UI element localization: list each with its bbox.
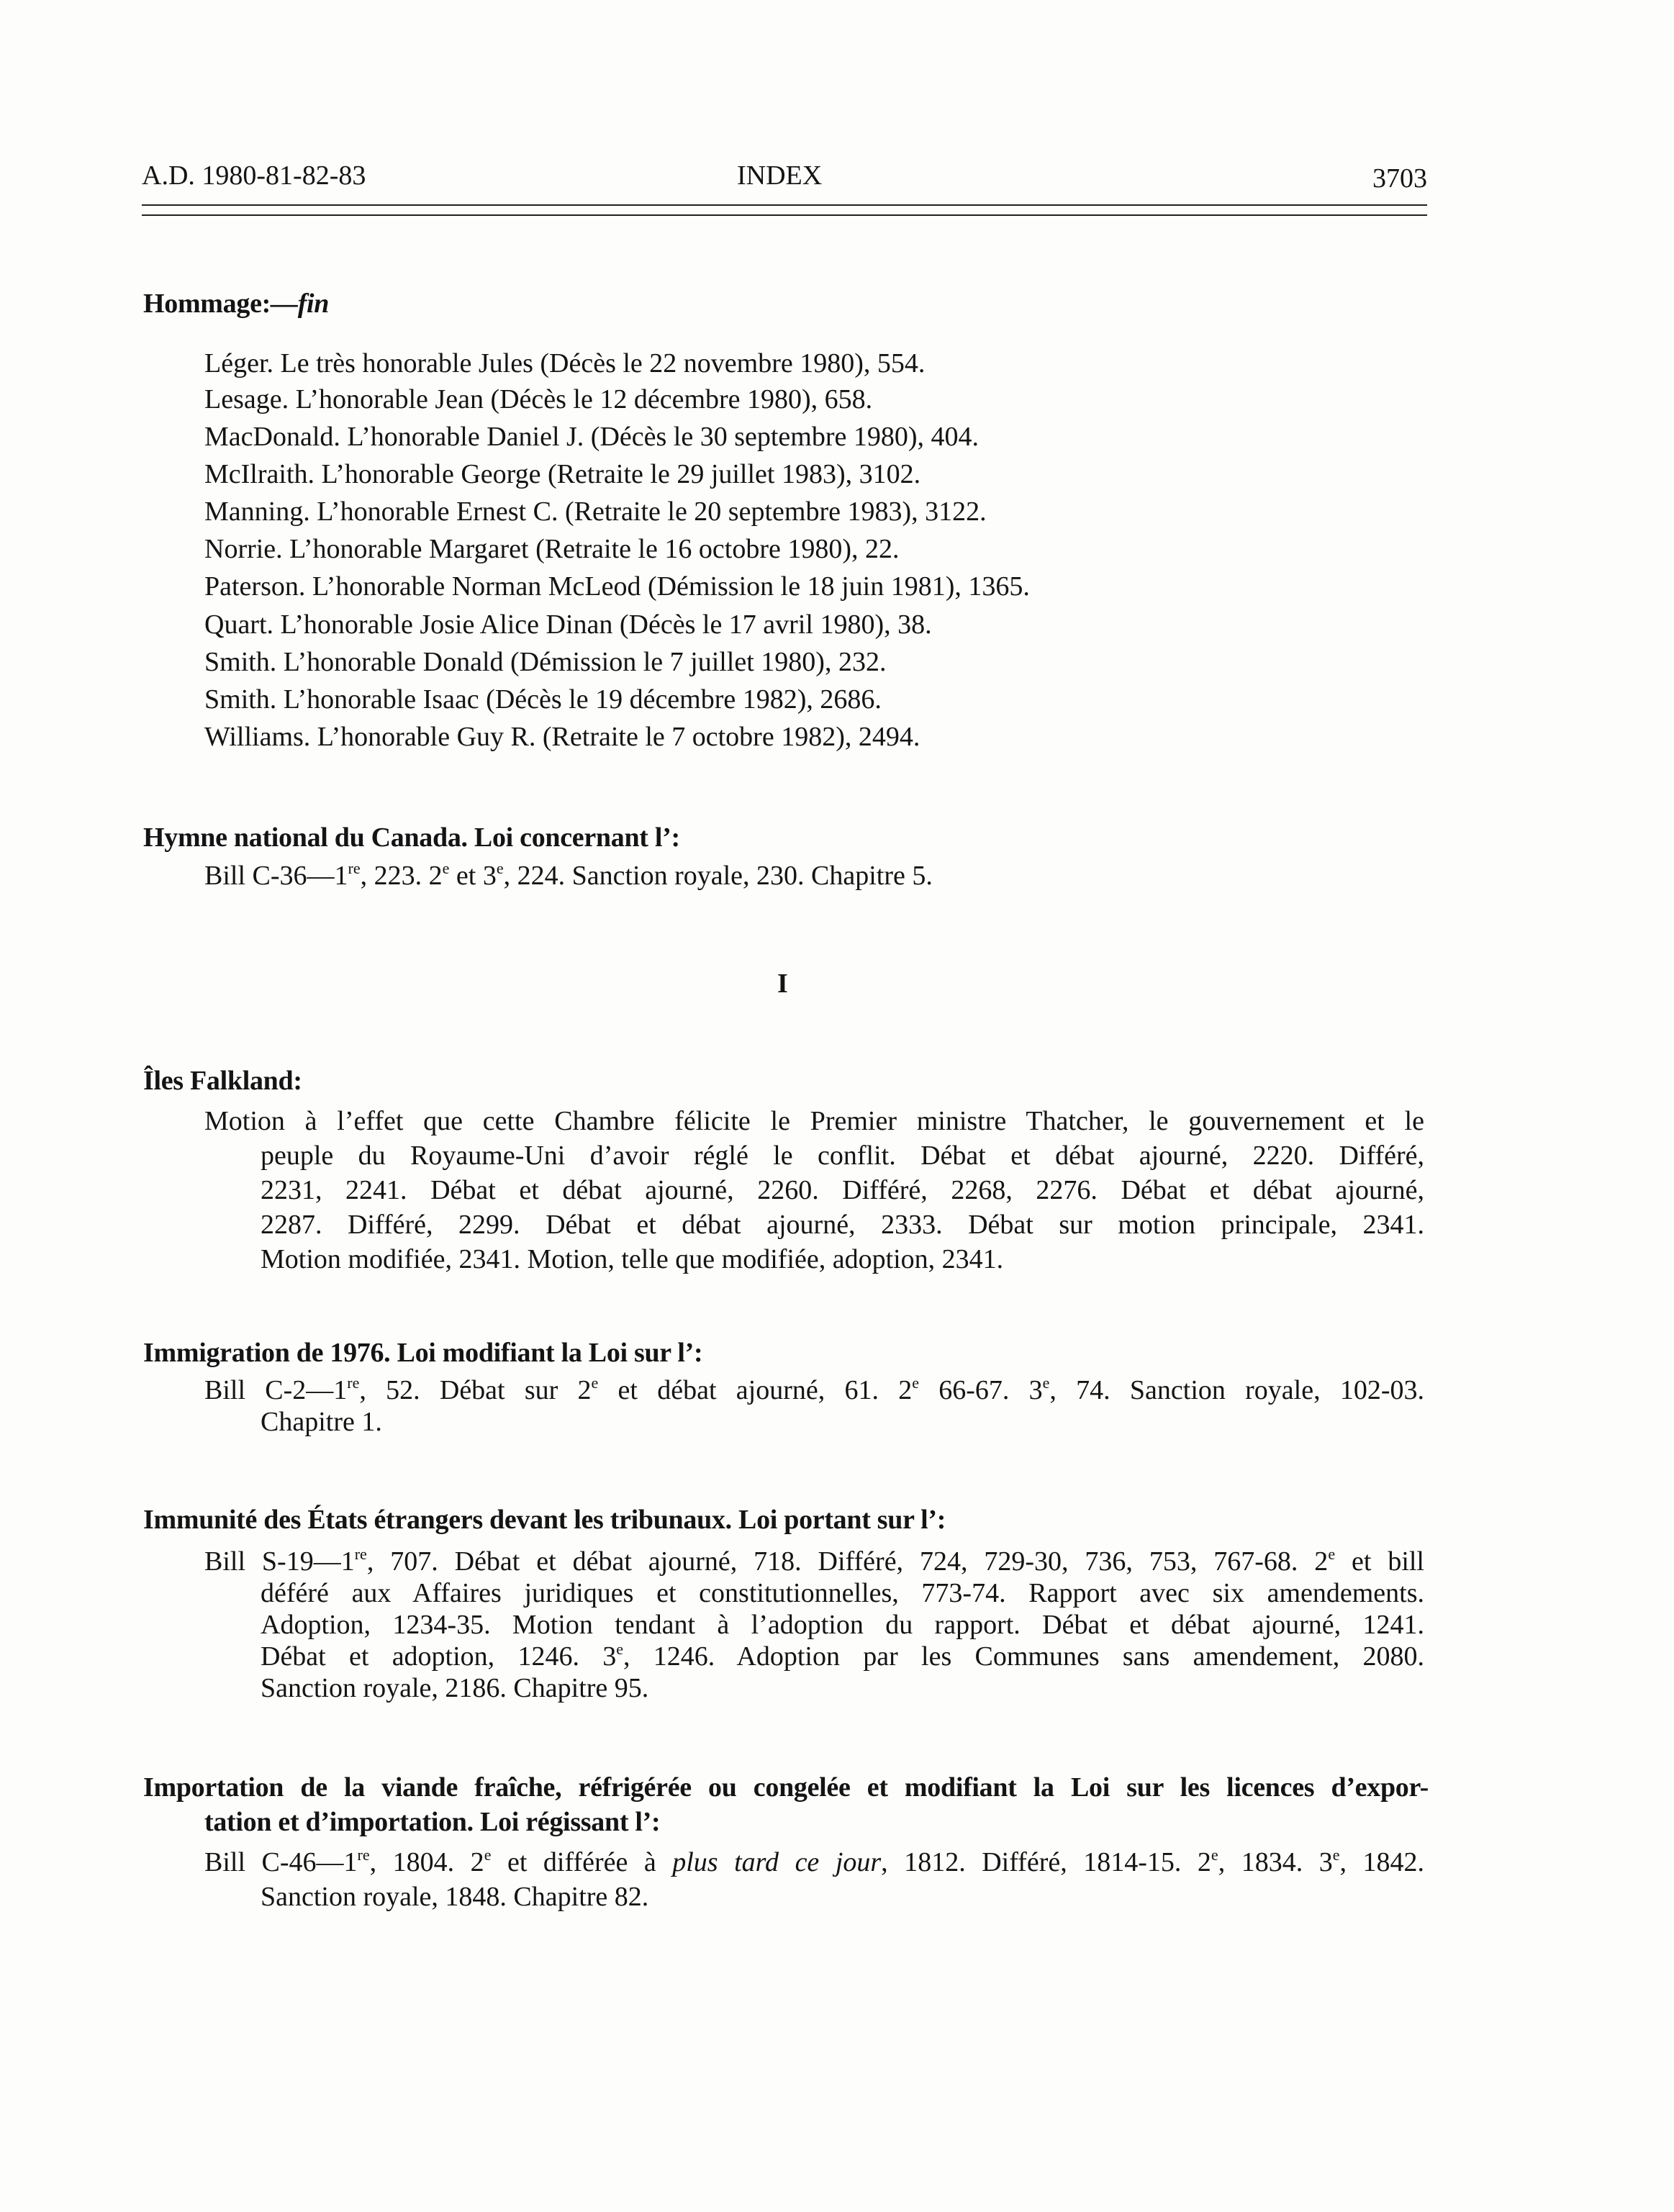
hommage-heading [143, 288, 329, 319]
iles-heading: Îles Falkland: [143, 1066, 302, 1096]
page-number: 3703 [1372, 163, 1427, 194]
hommage-entry: McIlraith. L’honorable George (Retraite le 29 juillet 1983), 3102. [204, 459, 921, 489]
hommage-entry: Smith. L’honorable Donald (Démission le 7 juillet 1980), 232. [204, 647, 887, 677]
importation-heading-cont: tation et d’importation. Loi régissant l’: [204, 1807, 661, 1837]
running-header [142, 160, 1427, 203]
header-years: A.D. 1980-81-82-83 [142, 160, 366, 191]
iles-line: Motion à l’effet que cette Chambre félicite le Premier ministre Thatcher, le gouvernement et le [204, 1106, 1424, 1136]
hommage-heading-suffix: —fin [271, 289, 330, 319]
hommage-entry: Manning. L’honorable Ernest C. (Retraite le 20 septembre 1983), 3122. [204, 497, 987, 527]
hommage-entry: Lesage. L’honorable Jean (Décès le 12 décembre 1980), 658. [204, 384, 873, 414]
hommage-entry: MacDonald. L’honorable Daniel J. (Décès le 30 septembre 1980), 404. [204, 422, 979, 452]
iles-line: Motion modifiée, 2341. Motion, telle que modifiée, adoption, 2341. [261, 1244, 1004, 1274]
immigration-heading: Immigration de 1976. Loi modifiant la Loi sur l’: [143, 1338, 703, 1368]
hommage-entry: Smith. L’honorable Isaac (Décès le 19 décembre 1982), 2686. [204, 684, 882, 715]
hommage-entry: Norrie. L’honorable Margaret (Retraite le 16 octobre 1980), 22. [204, 534, 900, 564]
hommage-heading-text: Hommage: [143, 289, 271, 319]
immunite-line: Sanction royale, 2186. Chapitre 95. [261, 1673, 649, 1703]
iles-line: 2287. Différé, 2299. Débat et débat ajourné, 2333. Débat sur motion principale, 2341. [261, 1210, 1424, 1240]
section-letter: I [777, 969, 788, 999]
immigration-line: Bill C-2—1re, 52. Débat sur 2e et débat ajourné, 61. 2e 66-67. 3e, 74. Sanction royale, 102-03. [204, 1374, 1424, 1405]
importation-line: Bill C-46—1re, 1804. 2e et différée à plus tard ce jour, 1812. Différé, 1814-15. 2e, 1834. 3e, 1842. [204, 1846, 1425, 1877]
header-title: INDEX [737, 160, 823, 191]
header-rule-bottom [142, 214, 1427, 216]
importation-heading: Importation de la viande fraîche, réfrigérée ou congelée et modifiant la Loi sur les licences d’expor- [143, 1772, 1429, 1803]
immigration-line: Chapitre 1. [261, 1407, 382, 1437]
hymne-entry: Bill C-36—1re, 223. 2e et 3e, 224. Sanction royale, 230. Chapitre 5. [204, 859, 933, 891]
hymne-heading: Hymne national du Canada. Loi concernant l’: [143, 822, 680, 853]
immunite-heading: Immunité des États étrangers devant les tribunaux. Loi portant sur l’: [143, 1505, 946, 1535]
immunite-line: Bill S-19—1re, 707. Débat et débat ajourné, 718. Différé, 724, 729-30, 736, 753, 767-68. 2e et bill [204, 1545, 1424, 1577]
iles-line: peuple du Royaume-Uni d’avoir réglé le conflit. Débat et débat ajourné, 2220. Différé, [261, 1141, 1424, 1171]
hommage-entry: Léger. Le très honorable Jules (Décès le 22 novembre 1980), 554. [204, 348, 926, 379]
immunite-line: Adoption, 1234-35. Motion tendant à l’adoption du rapport. Débat et débat ajourné, 1241. [261, 1610, 1424, 1640]
hommage-entry: Quart. L’honorable Josie Alice Dinan (Décès le 17 avril 1980), 38. [204, 609, 932, 640]
iles-line: 2231, 2241. Débat et débat ajourné, 2260. Différé, 2268, 2276. Débat et débat ajourné, [261, 1175, 1424, 1205]
hommage-entry: Williams. L’honorable Guy R. (Retraite le 7 octobre 1982), 2494. [204, 722, 920, 752]
header-rule-top [142, 204, 1427, 206]
immunite-line: Débat et adoption, 1246. 3e, 1246. Adoption par les Communes sans amendement, 2080. [261, 1640, 1425, 1672]
immunite-line: déféré aux Affaires juridiques et constitutionnelles, 773-74. Rapport avec six amendements. [261, 1578, 1424, 1608]
hommage-entry: Paterson. L’honorable Norman McLeod (Démission le 18 juin 1981), 1365. [204, 571, 1030, 602]
importation-line: Sanction royale, 1848. Chapitre 82. [261, 1882, 649, 1912]
